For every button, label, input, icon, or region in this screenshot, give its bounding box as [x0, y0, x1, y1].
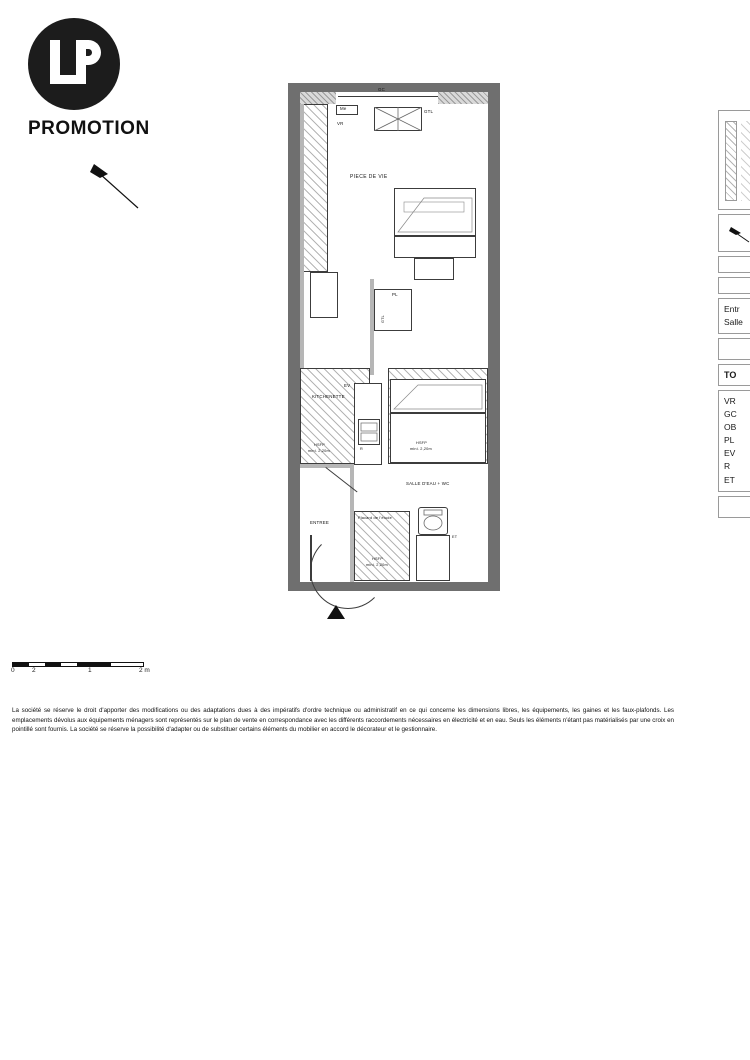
- room-label-entree: ENTREE: [310, 520, 330, 525]
- scale-tick-1: 2: [32, 667, 36, 674]
- logo-letter-p-bowl: [81, 40, 101, 65]
- legend-item-vr: VR: [724, 395, 736, 406]
- label-gtl: GTL: [424, 109, 434, 114]
- thumb-hatch-right: [741, 121, 750, 201]
- height-hsfp-kitchen-1: HSFP: [314, 443, 325, 447]
- legend-item-et: ET: [724, 474, 735, 485]
- scale-tick-2: 1: [88, 667, 92, 674]
- room-label-kitchenette: KITCHENETTE: [312, 394, 345, 399]
- panel-blank-1: [718, 338, 750, 360]
- thumb-hatch-left: [725, 121, 737, 201]
- label-pl: PL: [392, 292, 398, 297]
- wall-left: [288, 83, 300, 591]
- room-label-piece-de-vie: PIECE DE VIE: [350, 174, 388, 180]
- total-label: TO: [718, 364, 750, 386]
- scale-tick-0: 0: [11, 667, 15, 674]
- situation-thumbnail: [718, 110, 750, 210]
- panel-strip-1: [718, 256, 750, 273]
- height-hsfp-kitchen-2: mini. 2,20m: [308, 449, 330, 453]
- height-hsfp-wc-2: mini. 2,20m: [366, 563, 388, 567]
- scale-bar-ticks: [12, 667, 162, 677]
- panel-strip-2: [718, 277, 750, 294]
- floor-plan: [288, 83, 500, 591]
- shower-detail-icon: [390, 379, 486, 413]
- scale-tick-3: 2 m: [139, 667, 150, 674]
- door-entry-leaf: [310, 535, 312, 581]
- sink-basin-icon: [358, 419, 380, 445]
- label-et: ET: [452, 535, 458, 539]
- room-label-salle-eau: SALLE D'EAU + WC: [406, 481, 450, 486]
- north-arrow-icon: [88, 160, 148, 215]
- entrance-direction-marker: [327, 605, 345, 619]
- bath-cabinet: [390, 413, 486, 463]
- furniture-table: [414, 258, 454, 280]
- logo-wordmark: PROMOTION: [28, 118, 150, 139]
- legend-item-ev: EV: [724, 448, 736, 459]
- mini-north-arrow-icon: [729, 225, 750, 243]
- panel-compass: [718, 214, 750, 252]
- legend-item-gc: GC: [724, 408, 737, 419]
- scale-bar: [12, 662, 162, 677]
- surface-table: [718, 298, 750, 334]
- info-panel: [718, 110, 750, 522]
- lp-monogram-icon: [28, 18, 120, 110]
- height-hsfp-bath-2: mini. 2,20m: [410, 447, 432, 451]
- legend-item-r: R: [724, 461, 731, 472]
- surface-line-1: Entr: [724, 304, 740, 314]
- window-line-top: [338, 96, 438, 97]
- label-ev-kitchen: EV: [344, 383, 351, 388]
- bed-linen-icon: [394, 188, 476, 236]
- label-placard-etude: Placard de l'étude: [358, 516, 392, 520]
- placard-outline: [354, 511, 410, 581]
- cabinet-left: [310, 272, 338, 318]
- label-me: Me: [340, 106, 347, 111]
- wall-right: [488, 83, 500, 591]
- legend-item-ob: OB: [724, 421, 737, 432]
- furniture-bench: [394, 236, 476, 258]
- wall-top: [288, 83, 500, 92]
- legend-list: [718, 390, 750, 492]
- wardrobe-cross-icon: [374, 107, 422, 131]
- label-r: R: [360, 447, 363, 451]
- duct-column-outline: [302, 104, 328, 272]
- label-gtl-vertical: GTL: [381, 315, 385, 323]
- wall-top-hatch-left: [300, 92, 336, 104]
- scale-seg-2: [45, 663, 61, 666]
- label-gc: GC: [378, 87, 385, 92]
- surface-line-2: Salle: [724, 316, 743, 327]
- wc-cabinet: [416, 535, 450, 581]
- toilet-icon: [418, 507, 448, 535]
- north-label: N: [93, 167, 105, 178]
- legend-item-pl: PL: [724, 435, 735, 446]
- legal-disclaimer: La société se réserve le droit d'apporter des modifications ou des adaptations dues à des impératifs d'ordre technique ou administratif en ce qui concerne les dimensions libres, les équipements, les gaines et les faux-plafonds. Les emplacements dévolus aux équipements ménagers sont représentés sur le plan de vente en correspondance avec les différents raccordements nécessaires en électricité et en eau. Seuls les éléments n'étant pas matérialisés par une croix en pointillé sont fournis. La société se réserve la possibilité d'adapter ou de substituer certains éléments du mobilier en accord le décorateur et le gestionnaire.: [12, 707, 674, 734]
- wall-top-hatch-right: [438, 92, 488, 104]
- wall-inner-left: [300, 104, 304, 368]
- height-hsfp-wc-1: HSFP: [372, 557, 383, 561]
- scale-seg-1: [13, 663, 29, 666]
- height-hsfp-bath-1: HSFP: [416, 441, 427, 445]
- scale-seg-3: [77, 663, 111, 666]
- label-vr: VR: [337, 121, 344, 126]
- panel-blank-2: [718, 496, 750, 518]
- company-logo: [28, 18, 198, 140]
